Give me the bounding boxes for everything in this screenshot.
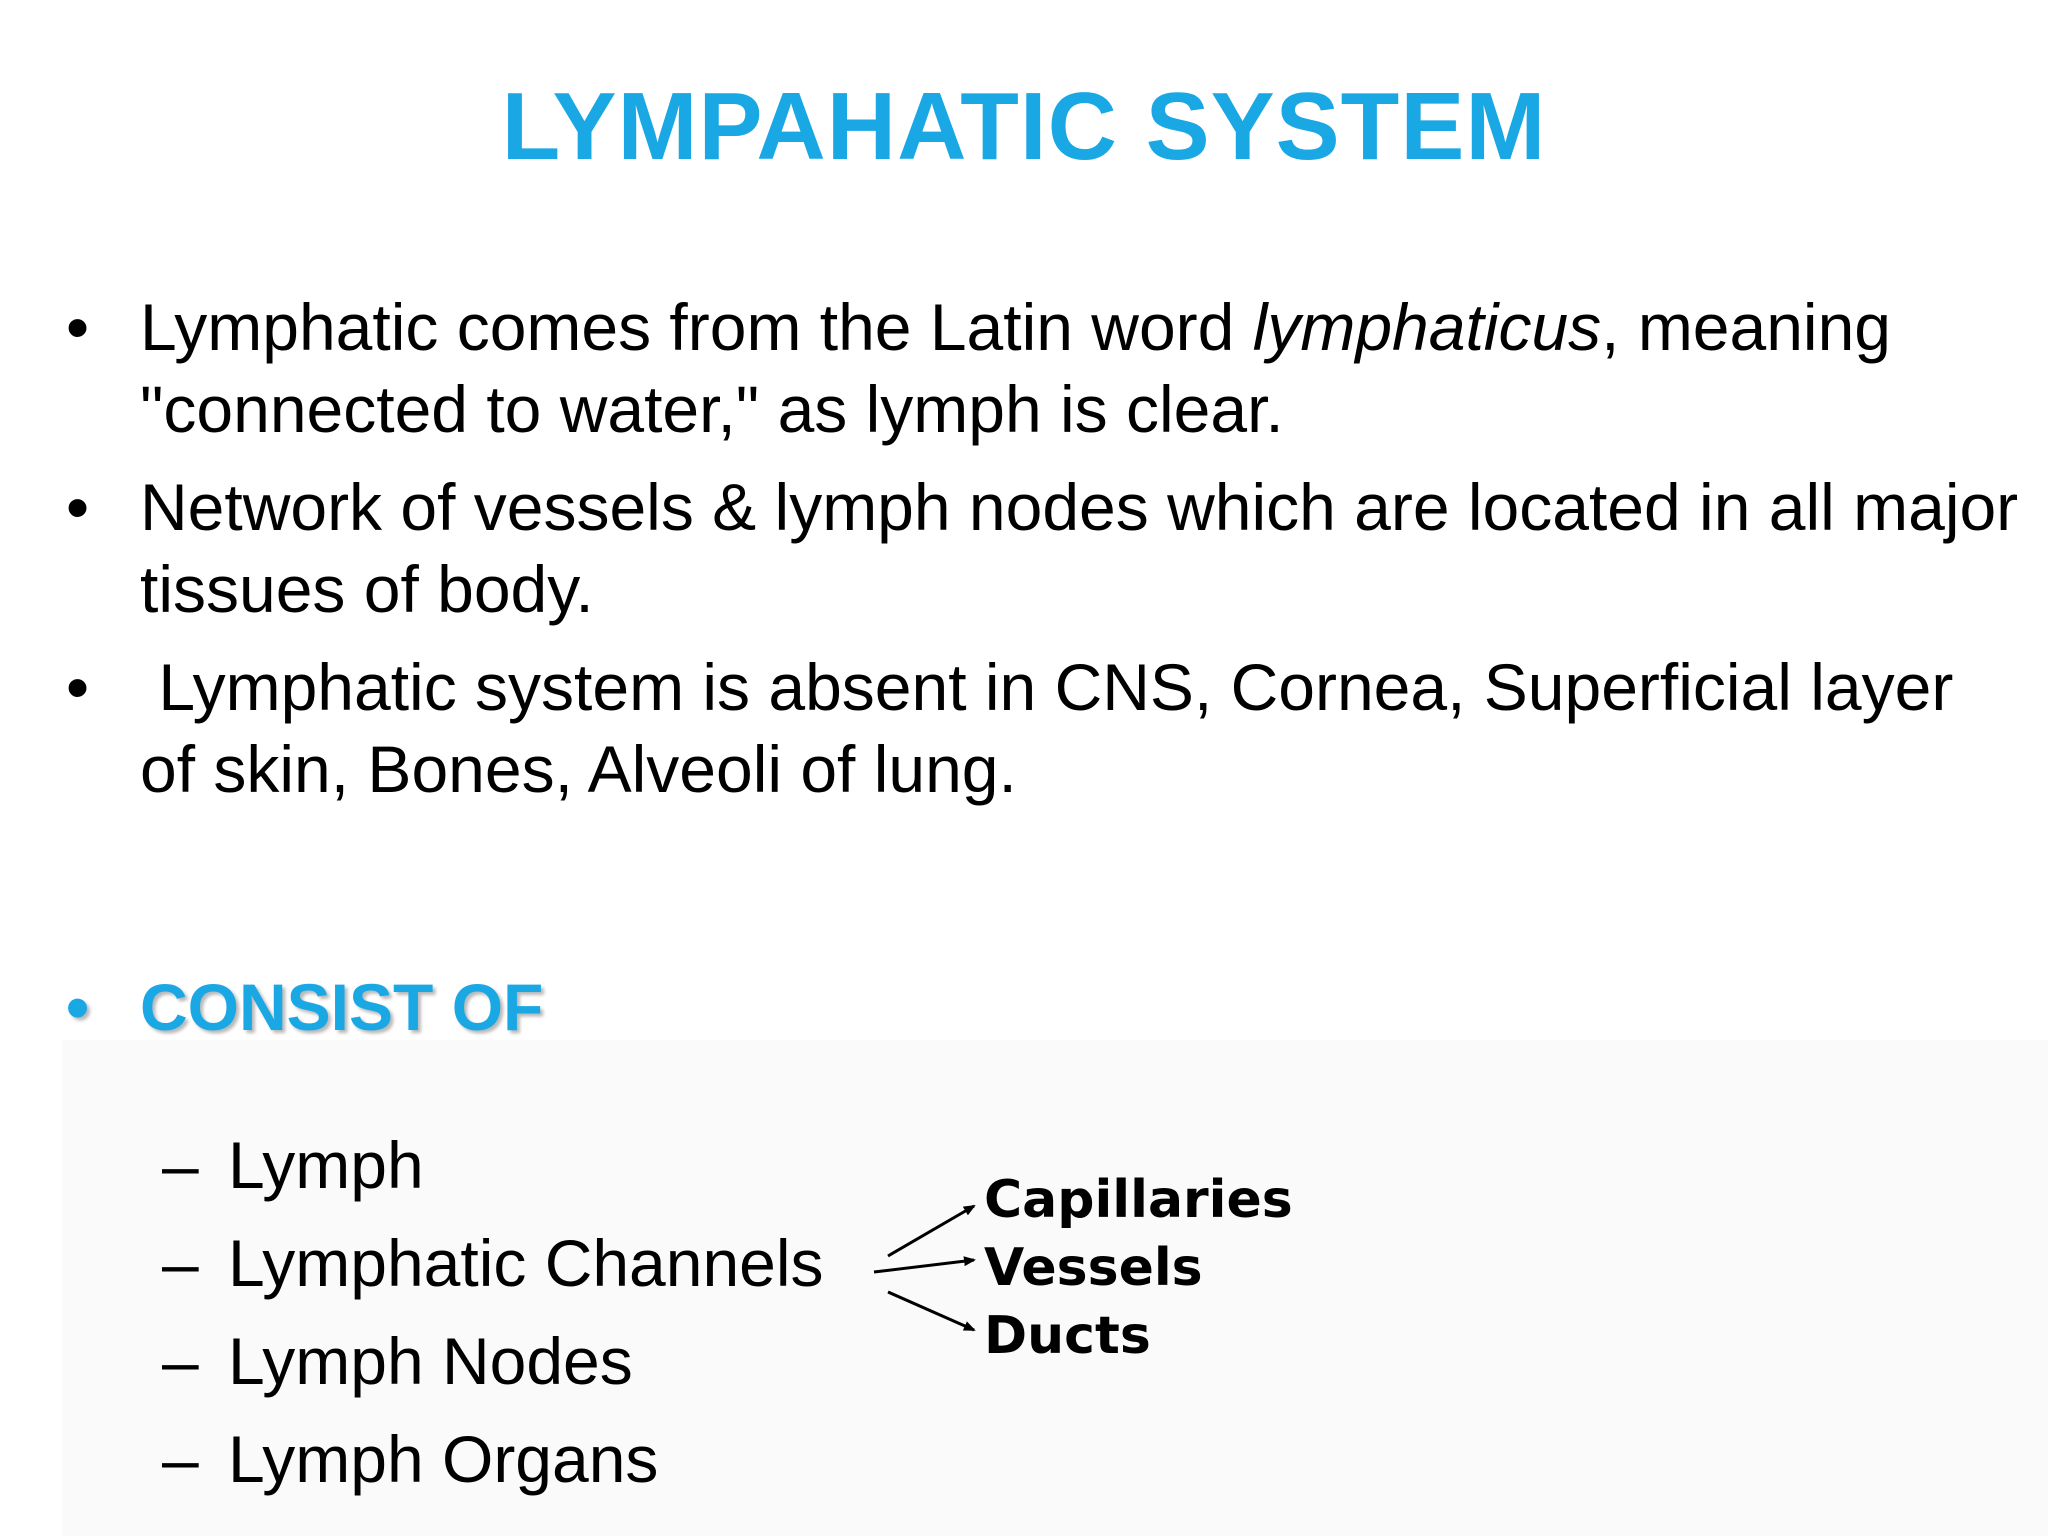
channel-type-vessels: Vessels [984,1238,1203,1298]
slide-title: LYMPAHATIC SYSTEM [501,73,1547,180]
dash-marker: – [162,1324,199,1398]
dash-marker: – [162,1128,199,1202]
dash-marker: – [162,1226,199,1300]
bullet-marker: • [66,970,90,1044]
bullet-text-latin-term: lymphaticus [1252,290,1602,364]
bullet-text-end: , meaning "connected to water," as lymph is clear. [140,290,1892,446]
bullet-marker: • [66,290,90,364]
bullet-text: Network of vessels & lymph nodes which are located in all major tissues of body. [140,470,2019,626]
channel-type-ducts: Ducts [984,1306,1151,1366]
component-label: Lymph Organs [228,1422,659,1496]
bullet-marker: • [66,470,90,544]
bullet-text: Lymphatic system is absent in CNS, Cornea, Superficial layer of skin, Bones, Alveoli of lung. [140,650,1972,806]
consist-of-label: CONSIST OF [140,970,544,1044]
component-label: Lymph [228,1128,424,1202]
bullet-marker: • [66,650,90,724]
component-label: Lymphatic Channels [228,1226,824,1300]
bullet-text [140,286,2020,450]
channel-type-capillaries: Capillaries [984,1170,1293,1230]
dash-marker: – [162,1422,199,1496]
component-label: Lymph Nodes [228,1324,633,1398]
bullet-text-start: Lymphatic comes from the Latin word [140,290,1253,364]
